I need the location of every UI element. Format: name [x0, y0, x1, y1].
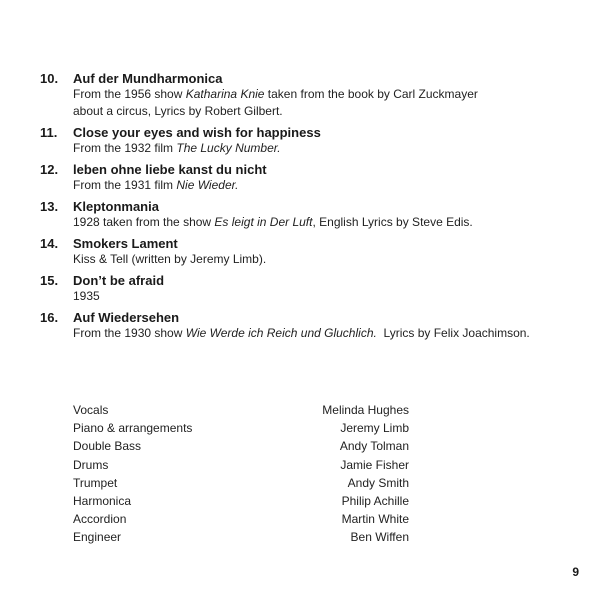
work-title-italic: Es leigt in Der Luft	[214, 215, 313, 229]
track-heading	[40, 273, 580, 288]
credit-row	[73, 456, 409, 474]
description-text: , English Lyrics by Steve Edis.	[312, 215, 473, 229]
track-title: Smokers Lament	[73, 236, 178, 251]
credit-row	[73, 401, 409, 419]
description-text: 1935	[73, 289, 100, 303]
track-title: Auf der Mundharmonica	[73, 71, 223, 86]
credit-role: Harmonica	[73, 494, 132, 509]
credit-row	[73, 528, 409, 546]
credit-role: Accordion	[73, 512, 127, 527]
track-item	[40, 273, 580, 305]
track-heading	[40, 199, 580, 214]
description-text: Lyrics by Felix Joachimson.	[376, 326, 530, 340]
work-title-italic: Wie Werde ich Reich und Gluchlich.	[185, 326, 377, 340]
description-text: 1928 taken from the show	[73, 215, 215, 229]
work-title-italic: The Lucky Number.	[176, 141, 281, 155]
description-text: From the 1956 show	[73, 87, 186, 101]
credit-role: Engineer	[73, 530, 122, 545]
track-item	[40, 125, 580, 157]
credit-row	[73, 492, 409, 510]
track-title: Close your eyes and wish for happiness	[73, 125, 321, 140]
description-text: taken from the book by Carl Zuckmayer	[264, 87, 478, 101]
track-heading	[40, 310, 580, 325]
track-item	[40, 236, 580, 268]
track-list	[40, 71, 580, 347]
credit-role: Drums	[73, 457, 109, 472]
track-item	[40, 162, 580, 194]
description-text: Kiss & Tell (written by Jeremy Limb).	[73, 252, 267, 266]
track-description	[73, 86, 580, 103]
page-number: 9	[572, 565, 579, 579]
track-description	[73, 251, 580, 268]
track-number: 15.	[40, 273, 59, 288]
track-heading	[40, 71, 580, 86]
credit-name: Philip Achille	[341, 494, 409, 509]
credit-role: Trumpet	[73, 475, 118, 490]
track-number: 11.	[40, 125, 58, 140]
work-title-italic: Katharina Knie	[185, 87, 265, 101]
description-text: From the 1932 film	[73, 141, 177, 155]
credit-name: Andy Tolman	[339, 439, 409, 454]
credit-name: Andy Smith	[347, 475, 409, 490]
track-description	[73, 140, 580, 157]
track-description	[73, 214, 580, 231]
track-item	[40, 199, 580, 231]
track-title: Auf Wiedersehen	[73, 310, 180, 325]
credit-row	[73, 474, 409, 492]
track-item	[40, 71, 580, 120]
description-text: From the 1931 film	[73, 178, 177, 192]
credit-name: Ben Wiffen	[350, 530, 409, 545]
track-title: Kleptonmania	[73, 199, 159, 214]
track-number: 16.	[40, 310, 59, 325]
track-number: 14.	[40, 236, 59, 251]
description-text: about a circus, Lyrics by Robert Gilbert.	[73, 104, 283, 118]
track-heading	[40, 125, 580, 140]
track-number: 13.	[40, 199, 59, 214]
track-number: 10.	[40, 71, 59, 86]
track-item	[40, 310, 580, 342]
track-description	[73, 103, 580, 120]
credit-role: Piano & arrangements	[73, 421, 193, 436]
description-text: From the 1930 show	[73, 326, 186, 340]
credit-row	[73, 437, 409, 455]
credit-name: Jamie Fisher	[340, 457, 409, 472]
credit-name: Melinda Hughes	[322, 403, 409, 417]
track-number: 12.	[40, 162, 59, 177]
credit-name: Jeremy Limb	[340, 421, 409, 436]
credit-row	[73, 510, 409, 528]
track-title: leben ohne liebe kanst du nicht	[73, 162, 267, 177]
credit-row	[73, 419, 409, 437]
work-title-italic: Nie Wieder.	[176, 178, 239, 192]
track-description	[73, 325, 580, 342]
track-heading	[40, 162, 580, 177]
track-description	[73, 288, 580, 305]
credit-name: Martin White	[341, 512, 409, 527]
track-description	[73, 177, 580, 194]
credit-role: Vocals	[73, 403, 109, 417]
track-heading	[40, 236, 580, 251]
track-title: Don’t be afraid	[73, 273, 165, 288]
credit-role: Double Bass	[73, 439, 142, 454]
credits-list	[73, 401, 409, 547]
